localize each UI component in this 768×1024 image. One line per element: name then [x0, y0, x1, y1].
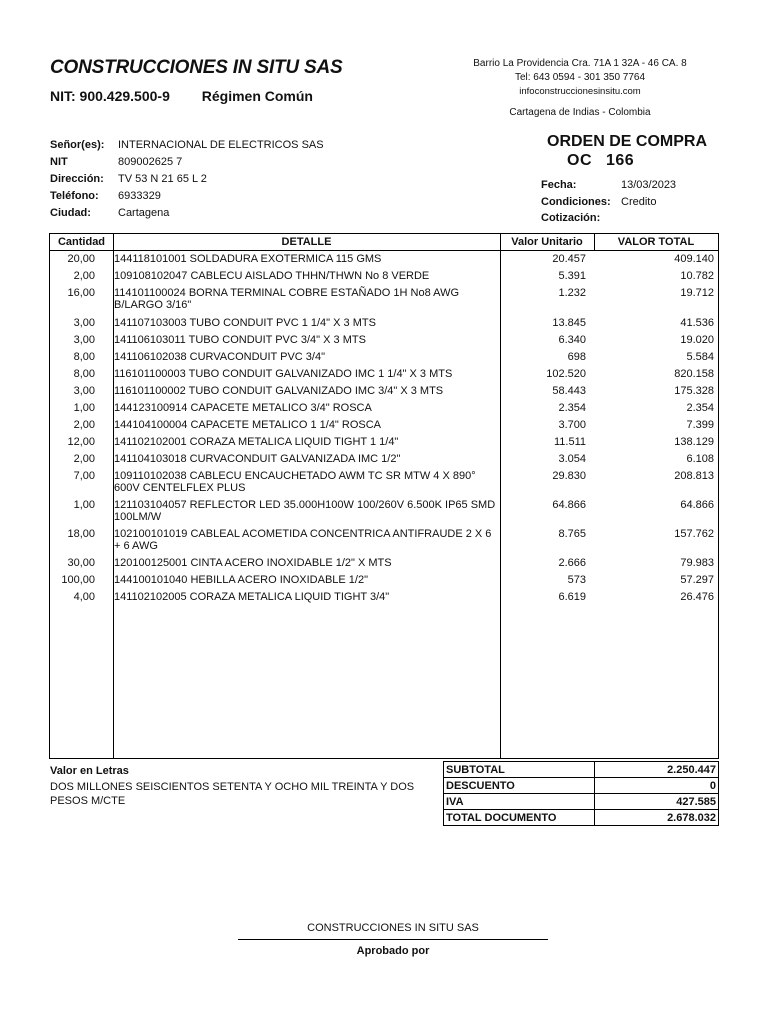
client-address-label: Dirección: [50, 172, 104, 185]
item-detail: 141106103011 TUBO CONDUIT PVC 3/4" X 3 MTS [114, 334, 366, 346]
company-address: Barrio La Providencia Cra. 71A 1 32A - 46 CA. 8 [473, 58, 687, 69]
item-detail: 144118101001 SOLDADURA EXOTERMICA 115 GMS [114, 253, 382, 265]
item-detail: 144123100914 CAPACETE METALICO 3/4" ROSCA [114, 402, 372, 414]
table-row [50, 470, 718, 494]
item-total-value: 820.158 [674, 368, 714, 380]
table-row [50, 270, 718, 282]
header-quantity: Cantidad [57, 236, 106, 248]
item-unit-price: 29.830 [552, 470, 586, 482]
subtotal-value: 2.250.447 [595, 762, 719, 778]
item-unit-price: 58.443 [552, 385, 586, 397]
tax-regime: Régimen Común [201, 88, 313, 104]
discount-label: DESCUENTO [444, 778, 595, 794]
item-quantity: 3,00 [73, 317, 95, 329]
totals-row [444, 778, 719, 794]
subtotal-label: SUBTOTAL [444, 762, 595, 778]
item-quantity: 1,00 [73, 499, 95, 511]
item-total-value: 10.782 [680, 270, 714, 282]
client-nit: 809002625 7 [118, 155, 183, 168]
table-row [50, 574, 718, 586]
item-total-value: 19.712 [680, 287, 714, 299]
item-total-value: 19.020 [680, 334, 714, 346]
company-website: infoconstruccionesinsitu.com [519, 86, 641, 97]
totals-row [444, 762, 719, 778]
table-row [50, 419, 718, 431]
header-detail: DETALLE [281, 236, 332, 248]
item-quantity: 18,00 [67, 528, 95, 540]
item-detail: 121103104057 REFLECTOR LED 35.000H100W 100/260V 6.500K IP65 SMD 100LM/W [114, 499, 496, 523]
totals-row [444, 794, 719, 810]
client-city: Cartagena [118, 206, 170, 219]
item-quantity: 4,00 [73, 591, 95, 603]
item-unit-price: 698 [567, 351, 586, 363]
item-detail: 141106102038 CURVACONDUIT PVC 3/4" [114, 351, 325, 363]
item-quantity: 8,00 [73, 351, 95, 363]
item-detail: 144104100004 CAPACETE METALICO 1 1/4" ROSCA [114, 419, 382, 431]
item-quantity: 2,00 [73, 270, 95, 282]
table-row [50, 351, 718, 363]
totals-table [443, 761, 719, 826]
item-unit-price: 5.391 [558, 270, 586, 282]
item-total-value: 138.129 [674, 436, 714, 448]
item-quantity: 7,00 [73, 470, 95, 482]
table-row [50, 253, 718, 265]
signature-company: CONSTRUCCIONES IN SITU SAS [238, 922, 548, 940]
item-unit-price: 20.457 [552, 253, 586, 265]
iva-label: IVA [444, 794, 595, 810]
item-detail: 102100101019 CABLEAL ACOMETIDA CONCENTRICA ANTIFRAUDE 2 X 6 + 6 AWG [114, 528, 492, 552]
item-unit-price: 8.765 [558, 528, 586, 540]
client-phone-label: Teléfono: [50, 189, 99, 202]
item-total-value: 7.399 [686, 419, 714, 431]
table-row [50, 436, 718, 448]
item-total-value: 157.762 [674, 528, 714, 540]
item-detail: 116101100002 TUBO CONDUIT GALVANIZADO IMC 3/4" X 3 MTS [114, 385, 444, 397]
document-total-value: 2.678.032 [595, 810, 719, 826]
header-unit-price: Valor Unitario [511, 236, 583, 248]
item-quantity: 2,00 [73, 419, 95, 431]
item-detail: 116101100003 TUBO CONDUIT GALVANIZADO IMC 1 1/4" X 3 MTS [114, 368, 453, 380]
signature-block [238, 922, 548, 957]
item-unit-price: 2.666 [558, 557, 586, 569]
item-unit-price: 6.340 [558, 334, 586, 346]
item-detail: 141102102001 CORAZA METALICA LIQUID TIGHT 1 1/4" [114, 436, 399, 448]
item-quantity: 100,00 [61, 574, 95, 586]
item-total-value: 5.584 [686, 351, 714, 363]
item-quantity: 8,00 [73, 368, 95, 380]
order-number-line [567, 152, 634, 170]
approved-by-label: Aprobado por [356, 945, 430, 957]
client-city-label: Ciudad: [50, 206, 91, 219]
iva-value: 427.585 [595, 794, 719, 810]
items-table [49, 233, 719, 759]
item-detail: 114101100024 BORNA TERMINAL COBRE ESTAÑADO 1H No8 AWG B/LARGO 3/16" [114, 287, 460, 311]
company-phone: Tel: 643 0594 - 301 350 7764 [514, 72, 646, 83]
table-row [50, 334, 718, 346]
item-detail: 141102102005 CORAZA METALICA LIQUID TIGHT 3/4" [114, 591, 390, 603]
item-total-value: 6.108 [686, 453, 714, 465]
order-meta [541, 177, 676, 227]
item-detail: 109110102038 CABLECU ENCAUCHETADO AWM TC SR MTW 4 X 890° 600V CENTELFLEX PLUS [114, 470, 476, 494]
item-quantity: 12,00 [67, 436, 95, 448]
item-quantity: 20,00 [67, 253, 95, 265]
item-total-value: 57.297 [680, 574, 714, 586]
client-nit-label: NIT [50, 155, 68, 168]
item-quantity: 1,00 [73, 402, 95, 414]
order-conditions-label: Condiciones: [541, 195, 611, 208]
table-row [50, 453, 718, 465]
order-number: 166 [606, 152, 635, 169]
item-total-value: 175.328 [674, 385, 714, 397]
item-unit-price: 102.520 [546, 368, 586, 380]
company-nit: NIT: 900.429.500-9 [50, 88, 170, 104]
company-contact [450, 57, 710, 120]
item-unit-price: 1.232 [558, 287, 586, 299]
table-row [50, 385, 718, 397]
item-total-value: 41.536 [680, 317, 714, 329]
client-address: TV 53 N 21 65 L 2 [118, 172, 207, 185]
item-unit-price: 11.511 [553, 436, 586, 448]
item-detail: 141107103003 TUBO CONDUIT PVC 1 1/4" X 3 MTS [114, 317, 376, 329]
table-row [50, 402, 718, 414]
table-row [50, 557, 718, 569]
company-city: Cartagena de Indias - Colombia [509, 107, 651, 118]
table-row [50, 528, 718, 552]
item-total-value: 64.866 [680, 499, 714, 511]
item-unit-price: 3.700 [558, 419, 586, 431]
items-table-body [50, 253, 718, 608]
table-row [50, 317, 718, 329]
item-quantity: 30,00 [67, 557, 95, 569]
document-total-label: TOTAL DOCUMENTO [444, 810, 595, 826]
order-date-label: Fecha: [541, 179, 577, 192]
company-nit-line [50, 88, 313, 104]
item-unit-price: 2.354 [558, 402, 586, 414]
table-row [50, 368, 718, 380]
item-quantity: 16,00 [67, 287, 95, 299]
item-quantity: 3,00 [73, 385, 95, 397]
item-quantity: 3,00 [73, 334, 95, 346]
item-unit-price: 13.845 [552, 317, 586, 329]
item-unit-price: 64.866 [552, 499, 586, 511]
item-detail: 120100125001 CINTA ACERO INOXIDABLE 1/2" X MTS [114, 557, 392, 569]
item-total-value: 208.813 [674, 470, 714, 482]
item-total-value: 409.140 [674, 253, 714, 265]
item-quantity: 2,00 [73, 453, 95, 465]
item-unit-price: 6.619 [558, 591, 586, 603]
item-detail: 144100101040 HEBILLA ACERO INOXIDABLE 1/2" [114, 574, 369, 586]
client-phone: 6933329 [118, 189, 161, 202]
item-total-value: 2.354 [686, 402, 714, 414]
discount-value: 0 [595, 778, 719, 794]
amount-in-words-value: DOS MILLONES SEISCIENTOS SETENTA Y OCHO MIL TREINTA Y DOS PESOS M/CTE [50, 781, 415, 807]
header-total-value: VALOR TOTAL [617, 236, 695, 248]
client-name-label: Señor(es): [50, 138, 105, 151]
client-name: INTERNACIONAL DE ELECTRICOS SAS [118, 138, 324, 151]
amount-in-words [50, 765, 440, 808]
company-name: CONSTRUCCIONES IN SITU SAS [50, 57, 343, 78]
item-total-value: 79.983 [680, 557, 714, 569]
order-title: ORDEN DE COMPRA [547, 133, 708, 150]
order-conditions: Credito [621, 195, 657, 208]
table-row [50, 591, 718, 603]
items-table-header [50, 234, 718, 251]
order-prefix: OC [567, 152, 592, 169]
totals-row [444, 810, 719, 826]
item-detail: 109108102047 CABLECU AISLADO THHN/THWN No 8 VERDE [114, 270, 430, 282]
item-unit-price: 573 [567, 574, 586, 586]
amount-in-words-label: Valor en Letras [50, 765, 129, 777]
item-unit-price: 3.054 [558, 453, 586, 465]
client-info [50, 136, 324, 221]
item-total-value: 26.476 [680, 591, 714, 603]
table-row [50, 287, 718, 311]
table-row [50, 499, 718, 523]
order-quote-label: Cotización: [541, 212, 601, 225]
order-date: 13/03/2023 [621, 179, 677, 192]
item-detail: 141104103018 CURVACONDUIT GALVANIZADA IMC 1/2" [114, 453, 401, 465]
